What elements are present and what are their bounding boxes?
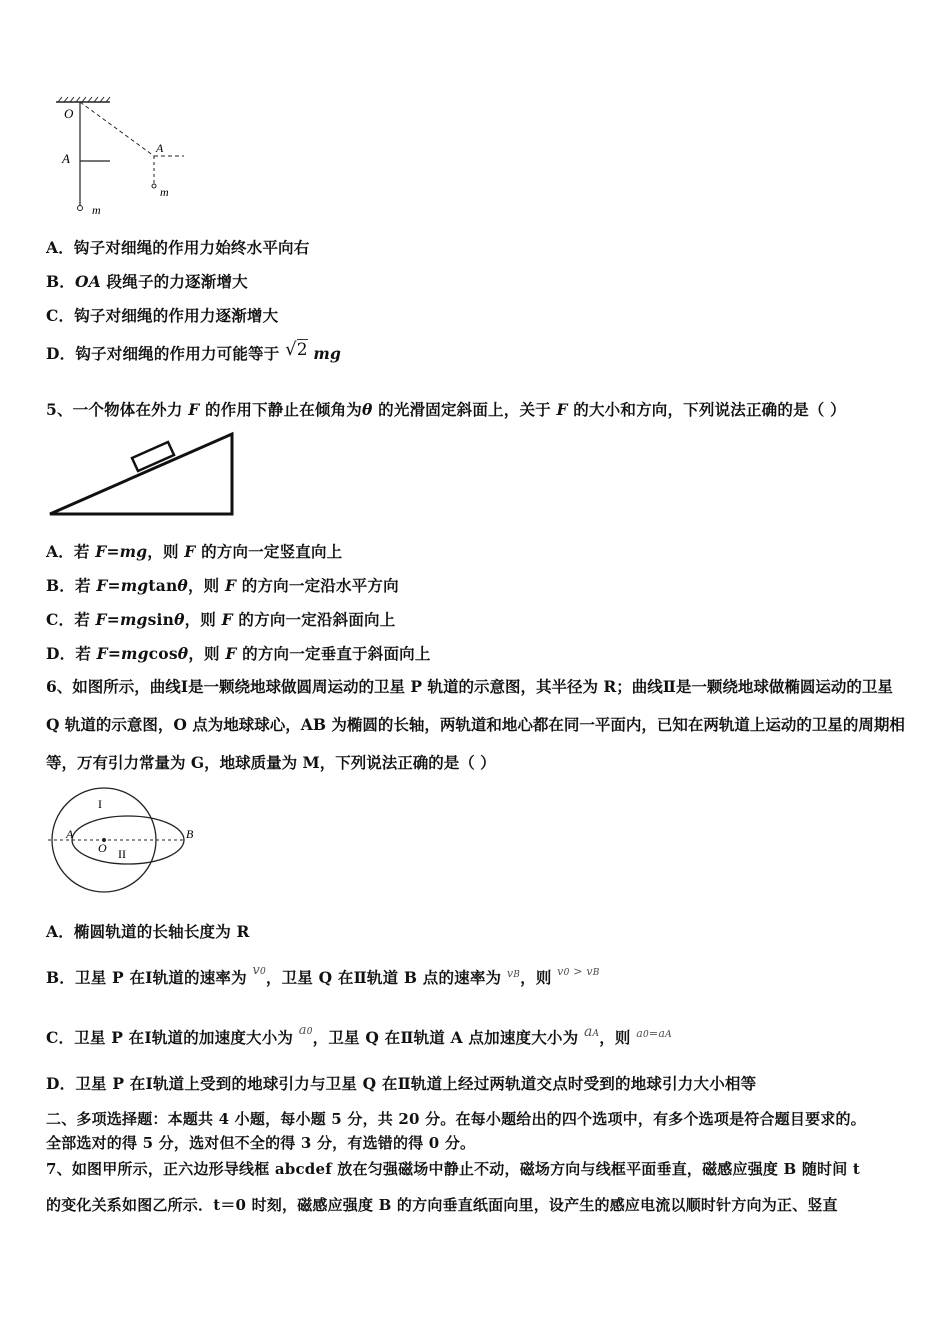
q7-line1: 7、如图甲所示，正六边形导线框 abcdef 放在匀强磁场中静止不动，磁场方向与线框平面垂直，磁感应强度 B 随时间 t <box>46 1160 860 1178</box>
label-I: I <box>98 797 102 811</box>
incline-triangle <box>50 434 232 514</box>
section2-line1: 二、多项选择题：本题共 4 小题，每小题 5 分，共 20 分。在每小题给出的四个选项中，有多个选项是符合题目要求的。 <box>46 1110 866 1128</box>
q5-stem-3: 的光滑固定斜面上，关于 <box>372 400 557 419</box>
q6-c-2: ，卫星 Q 在Ⅱ轨道 A 点加速度大小为 <box>312 1028 579 1047</box>
q5-d-fn: cos <box>148 644 178 663</box>
block <box>132 442 174 471</box>
label-m-left: m <box>92 203 101 217</box>
q5-option-d <box>46 642 431 664</box>
label-A-left: A <box>62 151 70 166</box>
section2-line2: 全部选对的得 5 分，选对但不全的得 3 分，有选错的得 0 分。 <box>46 1134 476 1152</box>
q5-option-a <box>46 540 342 562</box>
q4-option-a: A．钩子对细绳的作用力始终水平向右 <box>46 238 310 257</box>
label-A: A <box>66 827 74 841</box>
q6-b-3: ，则 <box>520 968 552 987</box>
q5-b-expr: F=mg <box>96 576 149 595</box>
q5-d-post: 的方向一定垂直于斜面向上 <box>236 644 431 663</box>
q5-stem-1: 5、一个物体在外力 <box>46 400 189 419</box>
label-O: O <box>98 841 107 855</box>
q4-d-sqrt-num: 2 <box>296 340 308 360</box>
q6-c-aa: aA <box>583 1024 600 1040</box>
q5-b-post: 的方向一定沿水平方向 <box>236 576 399 595</box>
q5-c-post: 的方向一定沿斜面向上 <box>232 610 396 629</box>
label-B: B <box>186 827 194 841</box>
incline-figure <box>46 430 242 520</box>
q5-a-mid: ，则 <box>147 542 185 561</box>
q5-b-f: F <box>224 576 237 595</box>
q6-option-b <box>46 963 600 988</box>
q5-a-expr: F=mg <box>95 542 148 561</box>
q4-d-mg: mg <box>313 344 342 363</box>
dashed-rope <box>80 102 154 156</box>
q4-d-sqrt: √ <box>285 339 297 360</box>
q5-stem-f2: F <box>556 400 568 419</box>
q5-a-pre: A．若 <box>46 542 96 561</box>
q5-stem-f1: F <box>188 400 200 419</box>
q6-option-a: A．椭圆轨道的长轴长度为 R <box>46 922 250 941</box>
mass-left <box>78 206 83 211</box>
q5-b-fn: tan <box>148 576 178 595</box>
q6-stem: 6、如图所示，曲线Ⅰ是一颗绕地球做圆周运动的卫星 P 轨道的示意图，其半径为 R；曲线Ⅱ是一颗绕地球做椭圆运动的卫星 Q 轨道的示意图，O 点为地球球心，AB 为椭圆的长轴，两轨道和地心都在同一平面内，已知在两轨道上运动的卫星的周期相等，万有引力常量为 G，地球质量为 M，下列说法正确的是（ ） <box>46 677 905 772</box>
q4-b-var: OA <box>75 272 101 291</box>
q6-b-relation: v0 > vB <box>557 965 600 978</box>
mass-right <box>152 184 156 188</box>
q5-a-f: F <box>184 542 196 561</box>
orbit-figure <box>46 786 206 896</box>
q4-option-d <box>46 339 342 364</box>
q6-b-vb: vB <box>506 967 521 980</box>
q5-d-pre: D．若 <box>46 644 97 663</box>
q5-d-theta: θ <box>177 644 189 663</box>
q6-c-relation: a0=aA <box>636 1027 672 1040</box>
q6-b-v0: v0 <box>252 963 266 978</box>
q6-b-1: B．卫星 P 在Ⅰ轨道的速率为 <box>46 968 247 987</box>
q5-b-mid: ，则 <box>187 576 225 595</box>
q4-option-c: C．钩子对细绳的作用力逐渐增大 <box>46 306 279 325</box>
q4-d-prefix: D．钩子对细绳的作用力可能等于 <box>46 344 280 363</box>
q6-option-d: D．卫星 P 在Ⅰ轨道上受到的地球引力与卫星 Q 在Ⅱ轨道上经过两轨道交点时受到的地球引力大小相等 <box>46 1074 757 1093</box>
q5-c-pre: C．若 <box>46 610 96 629</box>
q5-option-b <box>46 574 399 596</box>
q6-c-a0: a0 <box>298 1023 313 1038</box>
label-m-right: m <box>160 185 169 199</box>
q4-option-b <box>46 270 248 292</box>
q5-b-theta: θ <box>177 576 188 595</box>
q6-c-1: C．卫星 P 在Ⅰ轨道的加速度大小为 <box>46 1028 294 1047</box>
label-A-right: A <box>156 141 164 155</box>
label-II: II <box>118 847 126 861</box>
q5-stem-theta: θ <box>362 400 373 419</box>
q5-d-mid: ，则 <box>188 644 226 663</box>
q5-d-expr: F=mg <box>96 644 149 663</box>
q5-b-pre: B．若 <box>46 576 97 595</box>
q5-option-c <box>46 608 395 630</box>
q5-d-f: F <box>225 644 237 663</box>
q5-c-fn: sin <box>147 610 175 629</box>
q4-b-rest: 段绳子的力逐渐增大 <box>100 272 248 291</box>
pendulum-figure <box>52 96 202 218</box>
q5-c-f: F <box>221 610 233 629</box>
q5-c-expr: F=mg <box>95 610 148 629</box>
q5-c-mid: ，则 <box>184 610 222 629</box>
q5-stem-2: 的作用下静止在倾角为 <box>199 400 363 419</box>
q5-stem <box>46 398 846 420</box>
q6-c-3: ，则 <box>599 1028 631 1047</box>
q5-a-post: 的方向一定竖直向上 <box>195 542 343 561</box>
label-O: O <box>64 106 74 121</box>
q7-line2: 的变化关系如图乙所示．t＝0 时刻，磁感应强度 B 的方向垂直纸面向里，设产生的感应电流以顺时针方向为正、竖直 <box>46 1196 838 1214</box>
q4-b-prefix: B． <box>46 272 76 291</box>
q5-c-theta: θ <box>174 610 185 629</box>
q6-option-c <box>46 1023 672 1048</box>
q5-stem-4: 的大小和方向，下列说法正确的是（ ） <box>567 400 846 419</box>
q6-b-2: ，卫星 Q 在Ⅱ轨道 B 点的速率为 <box>265 968 502 987</box>
